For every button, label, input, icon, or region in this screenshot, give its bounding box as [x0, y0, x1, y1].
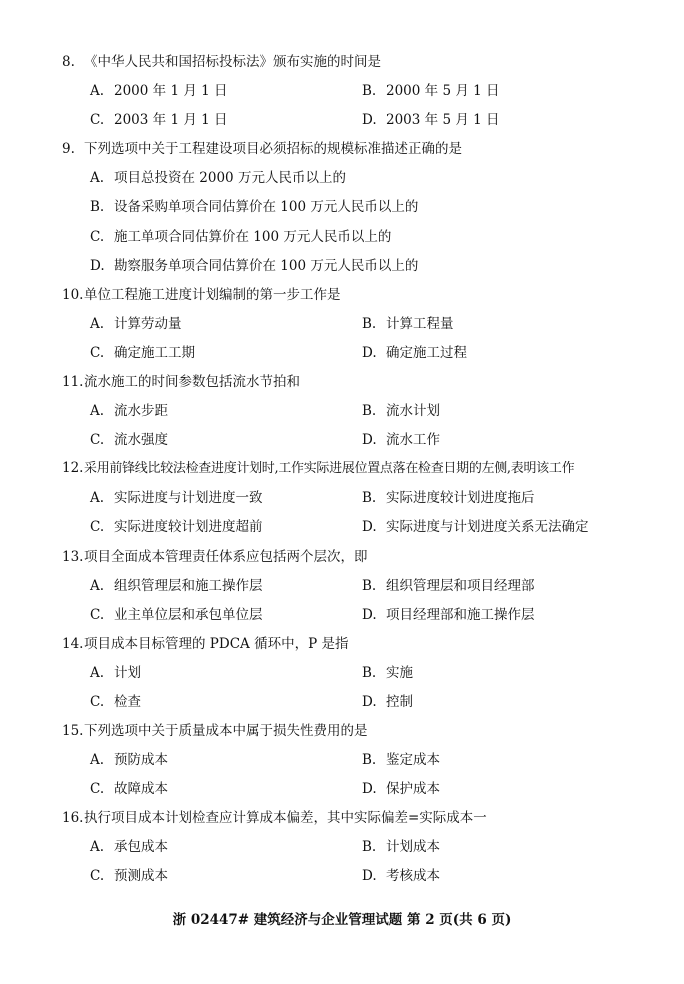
option-d: D. 流水工作	[362, 432, 440, 448]
option-b: B. 计算工程量	[362, 316, 454, 332]
question-number: 10.	[62, 287, 84, 303]
question-15	[62, 719, 662, 739]
question-9	[62, 137, 662, 157]
option-c: C. 检查	[90, 694, 141, 710]
option-a: A. 预防成本	[90, 752, 168, 768]
page-footer: 浙 02447# 建筑经济与企业管理试题 第 2 页(共 6 页)	[172, 912, 512, 928]
option-d: D. 考核成本	[362, 868, 440, 884]
question-number: 16.	[62, 810, 84, 826]
question-number: 9.	[62, 141, 75, 157]
question-stem: 流水施工的时间参数包括流水节拍和	[84, 374, 300, 390]
option-d: D. 确定施工过程	[362, 345, 467, 361]
question-number: 15.	[62, 723, 84, 739]
question-number: 14.	[62, 636, 84, 652]
option-b: B. 流水计划	[362, 403, 440, 419]
question-stem: 单位工程施工进度计划编制的第一步工作是	[84, 287, 341, 303]
option-c: C. 故障成本	[90, 781, 168, 797]
option-b: B. 计划成本	[362, 839, 440, 855]
option-c: C. 流水强度	[90, 432, 168, 448]
question-stem: 下列选项中关于工程建设项目必须招标的规模标准描述正确的是	[84, 141, 462, 157]
question-14	[62, 632, 662, 652]
option-c: C. 预测成本	[90, 868, 168, 884]
option-b: B. 设备采购单项合同估算价在 100 万元人民币以上的	[90, 199, 419, 215]
option-a: A. 2000 年 1 月 1 日	[90, 83, 228, 99]
option-c: C. 业主单位层和承包单位层	[90, 607, 263, 623]
question-12	[62, 457, 662, 476]
question-number: 12.	[62, 460, 84, 476]
option-b: B. 鉴定成本	[362, 752, 440, 768]
question-stem: 项目全面成本管理责任体系应包括两个层次，即	[84, 549, 368, 565]
question-number: 13.	[62, 549, 84, 565]
question-stem: 执行项目成本计划检查应计算成本偏差，其中实际偏差=实际成本一	[84, 810, 487, 826]
question-stem: 下列选项中关于质量成本中属于损失性费用的是	[84, 723, 368, 739]
option-d: D. 实际进度与计划进度关系无法确定	[362, 519, 589, 535]
option-b: B. 实际进度较计划进度拖后	[362, 490, 535, 506]
question-11	[62, 370, 662, 390]
option-d: D. 保护成本	[362, 781, 440, 797]
option-a: A. 承包成本	[90, 839, 168, 855]
option-d: D. 勘察服务单项合同估算价在 100 万元人民币以上的	[90, 258, 419, 274]
question-stem: 采用前锋线比较法检查进度计划时,工作实际进展位置点落在检查日期的左侧,表明该工作	[84, 461, 575, 476]
option-a: A. 流水步距	[90, 403, 168, 419]
option-d: D. 项目经理部和施工操作层	[362, 607, 535, 623]
question-stem: 《中华人民共和国招标投标法》颁布实施的时间是	[84, 54, 381, 70]
option-b: B. 实施	[362, 665, 413, 681]
question-13	[62, 545, 662, 565]
question-10	[62, 283, 662, 303]
option-b: B. 2000 年 5 月 1 日	[362, 83, 500, 99]
option-d: D. 2003 年 5 月 1 日	[362, 112, 500, 128]
question-number: 8.	[62, 54, 75, 70]
question-8	[62, 50, 662, 70]
question-16	[62, 806, 662, 826]
option-a: A. 计算劳动量	[90, 316, 182, 332]
question-stem: 项目成本目标管理的 PDCA 循环中，P 是指	[84, 636, 349, 652]
option-d: D. 控制	[362, 694, 413, 710]
option-b: B. 组织管理层和项目经理部	[362, 578, 535, 594]
option-c: C. 确定施工工期	[90, 345, 195, 361]
option-a: A. 组织管理层和施工操作层	[90, 578, 263, 594]
option-c: C. 实际进度较计划进度超前	[90, 519, 263, 535]
option-c: C. 施工单项合同估算价在 100 万元人民币以上的	[90, 229, 392, 245]
option-c: C. 2003 年 1 月 1 日	[90, 112, 228, 128]
option-a: A. 项目总投资在 2000 万元人民币以上的	[90, 170, 346, 186]
option-a: A. 计划	[90, 665, 141, 681]
question-number: 11.	[62, 374, 84, 390]
option-a: A. 实际进度与计划进度一致	[90, 490, 263, 506]
